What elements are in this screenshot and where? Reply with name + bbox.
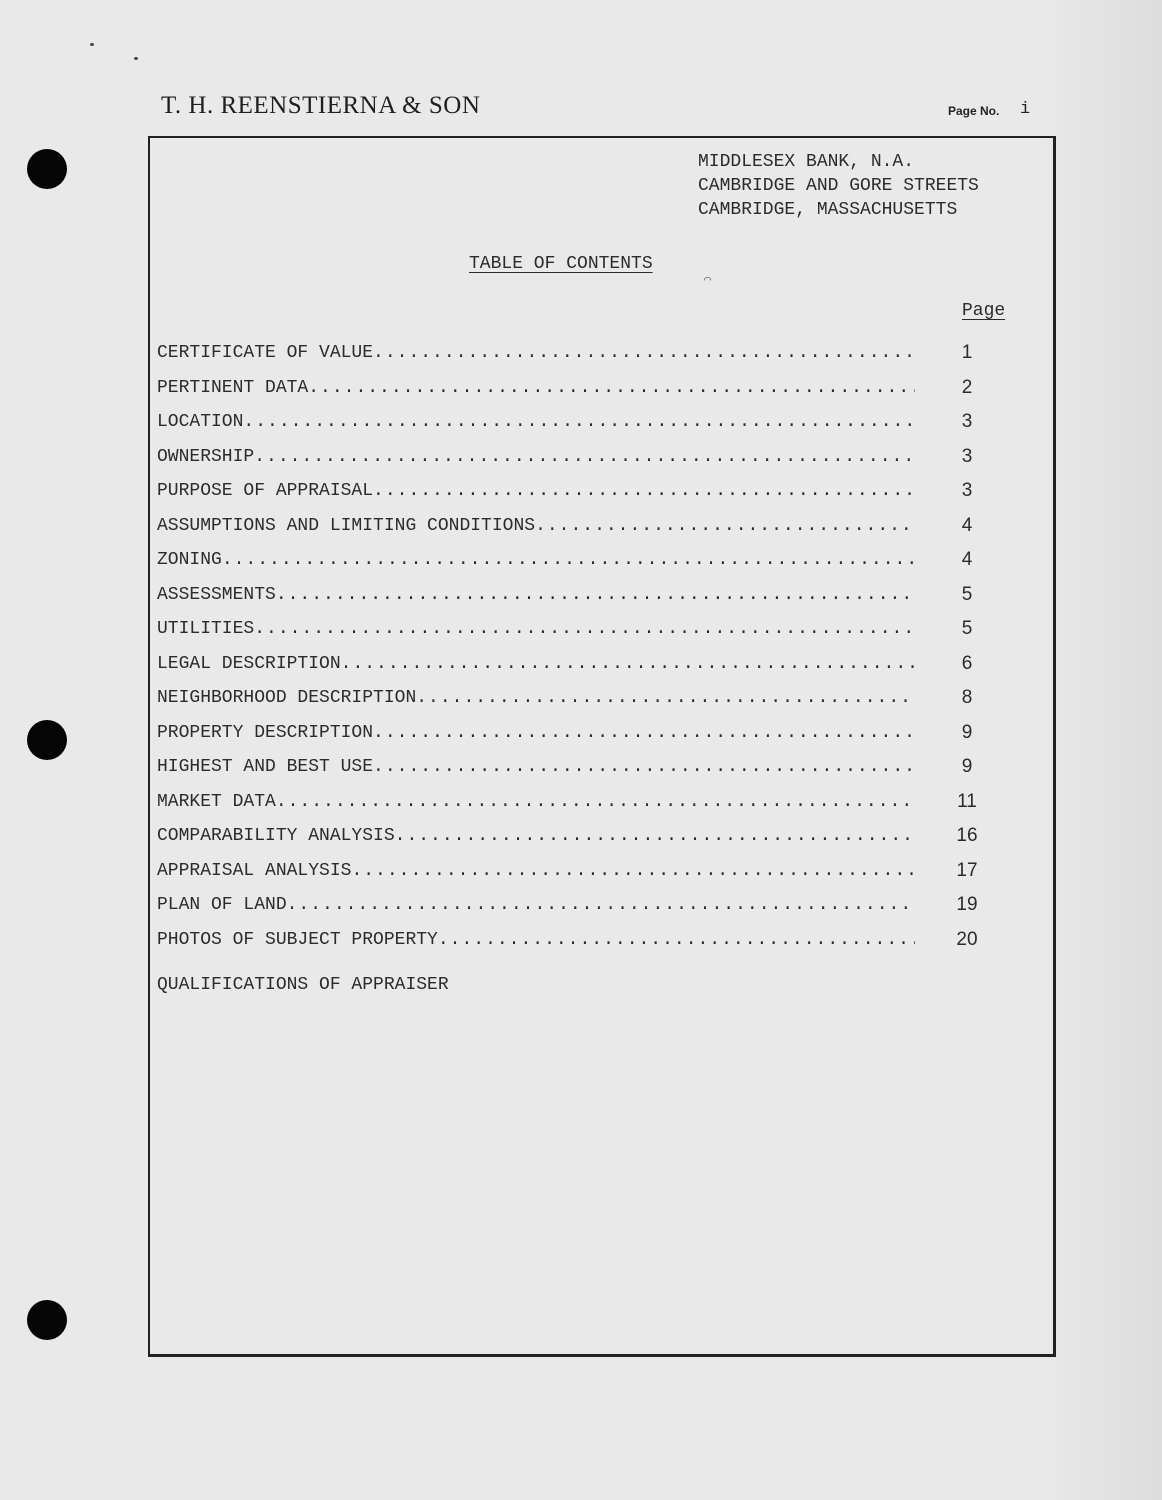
toc-row (157, 721, 1017, 756)
page-number-value: i (1020, 100, 1031, 119)
toc-entry-label: APPRAISAL ANALYSIS ..... (157, 859, 915, 883)
toc-row (157, 859, 1017, 894)
toc-row (157, 686, 1017, 721)
toc-entry-label: PERTINENT DATA ..... (157, 376, 915, 400)
toc-entry-page: 16 (956, 825, 978, 846)
punch-hole-bottom (27, 1300, 67, 1340)
toc-entry-page: 2 (961, 376, 973, 398)
address-line: CAMBRIDGE AND GORE STREETS (698, 176, 979, 196)
punch-hole-middle (27, 720, 67, 760)
toc-entry-page: 20 (956, 928, 978, 950)
toc-entry-page: 9 (961, 721, 973, 743)
toc-row (157, 548, 1017, 583)
address-block (698, 150, 979, 222)
toc-row (157, 893, 1017, 928)
toc-entry-page: 4 (961, 514, 973, 536)
toc-entry-page: 3 (961, 445, 973, 467)
page-column-header: Page (962, 301, 1006, 321)
toc-entry-label: COMPARABILITY ANALYSIS ..... (157, 824, 915, 848)
toc-row (157, 479, 1017, 514)
toc-final-entry: QUALIFICATIONS OF APPRAISER (157, 975, 449, 995)
toc-entry-page: 19 (956, 894, 978, 915)
toc-row (157, 376, 1017, 411)
toc-entry-label: ZONING ..... (157, 548, 915, 572)
toc-entry-label: HIGHEST AND BEST USE ..... (157, 755, 915, 779)
toc-entry-page: 11 (957, 790, 977, 812)
toc-list (157, 341, 1017, 962)
toc-entry-page: 5 (961, 583, 973, 605)
toc-row (157, 928, 1017, 963)
toc-entry-label: MARKET DATA ..... (157, 790, 915, 814)
toc-entry-label: UTILITIES ..... (157, 617, 915, 641)
page-number-label: Page No. (948, 104, 1000, 118)
toc-row (157, 341, 1017, 376)
toc-entry-label: ASSUMPTIONS AND LIMITING CONDITIONS ..... (157, 514, 915, 538)
toc-entry-label: LOCATION ..... (157, 410, 915, 434)
toc-entry-label: PLAN OF LAND ..... (157, 893, 915, 917)
toc-entry-page: 3 (961, 411, 973, 432)
toc-row (157, 755, 1017, 790)
toc-entry-page: 6 (961, 652, 973, 674)
toc-entry-page: 4 (961, 549, 973, 570)
toc-entry-page: 3 (961, 480, 973, 501)
toc-row (157, 583, 1017, 618)
scan-speck (134, 57, 138, 60)
toc-title: TABLE OF CONTENTS (469, 254, 653, 274)
toc-entry-label: ASSESSMENTS ..... (157, 583, 915, 607)
page-edge-shadow (1042, 0, 1162, 1500)
toc-entry-page: 17 (956, 859, 978, 881)
toc-row (157, 445, 1017, 480)
toc-entry-label: PURPOSE OF APPRAISAL ..... (157, 479, 915, 503)
toc-entry-label: CERTIFICATE OF VALUE ..... (157, 341, 915, 365)
address-line: MIDDLESEX BANK, N.A. (698, 152, 915, 172)
toc-entry-label: NEIGHBORHOOD DESCRIPTION ..... (157, 686, 915, 710)
toc-row (157, 514, 1017, 549)
toc-entry-label: OWNERSHIP ..... (157, 445, 915, 469)
stray-mark: ⌒ (704, 273, 712, 287)
toc-entry-label: LEGAL DESCRIPTION ..... (157, 652, 915, 676)
toc-entry-page: 9 (961, 756, 973, 777)
toc-row (157, 410, 1017, 445)
toc-row (157, 790, 1017, 825)
toc-row (157, 824, 1017, 859)
toc-entry-page: 5 (961, 618, 973, 639)
toc-entry-label: PHOTOS OF SUBJECT PROPERTY ..... (157, 928, 915, 952)
toc-row (157, 617, 1017, 652)
toc-row (157, 652, 1017, 687)
toc-entry-page: 8 (961, 687, 973, 708)
address-line: CAMBRIDGE, MASSACHUSETTS (698, 200, 958, 220)
toc-entry-label: PROPERTY DESCRIPTION ..... (157, 721, 915, 745)
letterhead: T. H. REENSTIERNA & SON (161, 92, 481, 119)
toc-entry-page: 1 (961, 342, 973, 363)
scan-speck (90, 43, 94, 46)
punch-hole-top (27, 149, 67, 189)
